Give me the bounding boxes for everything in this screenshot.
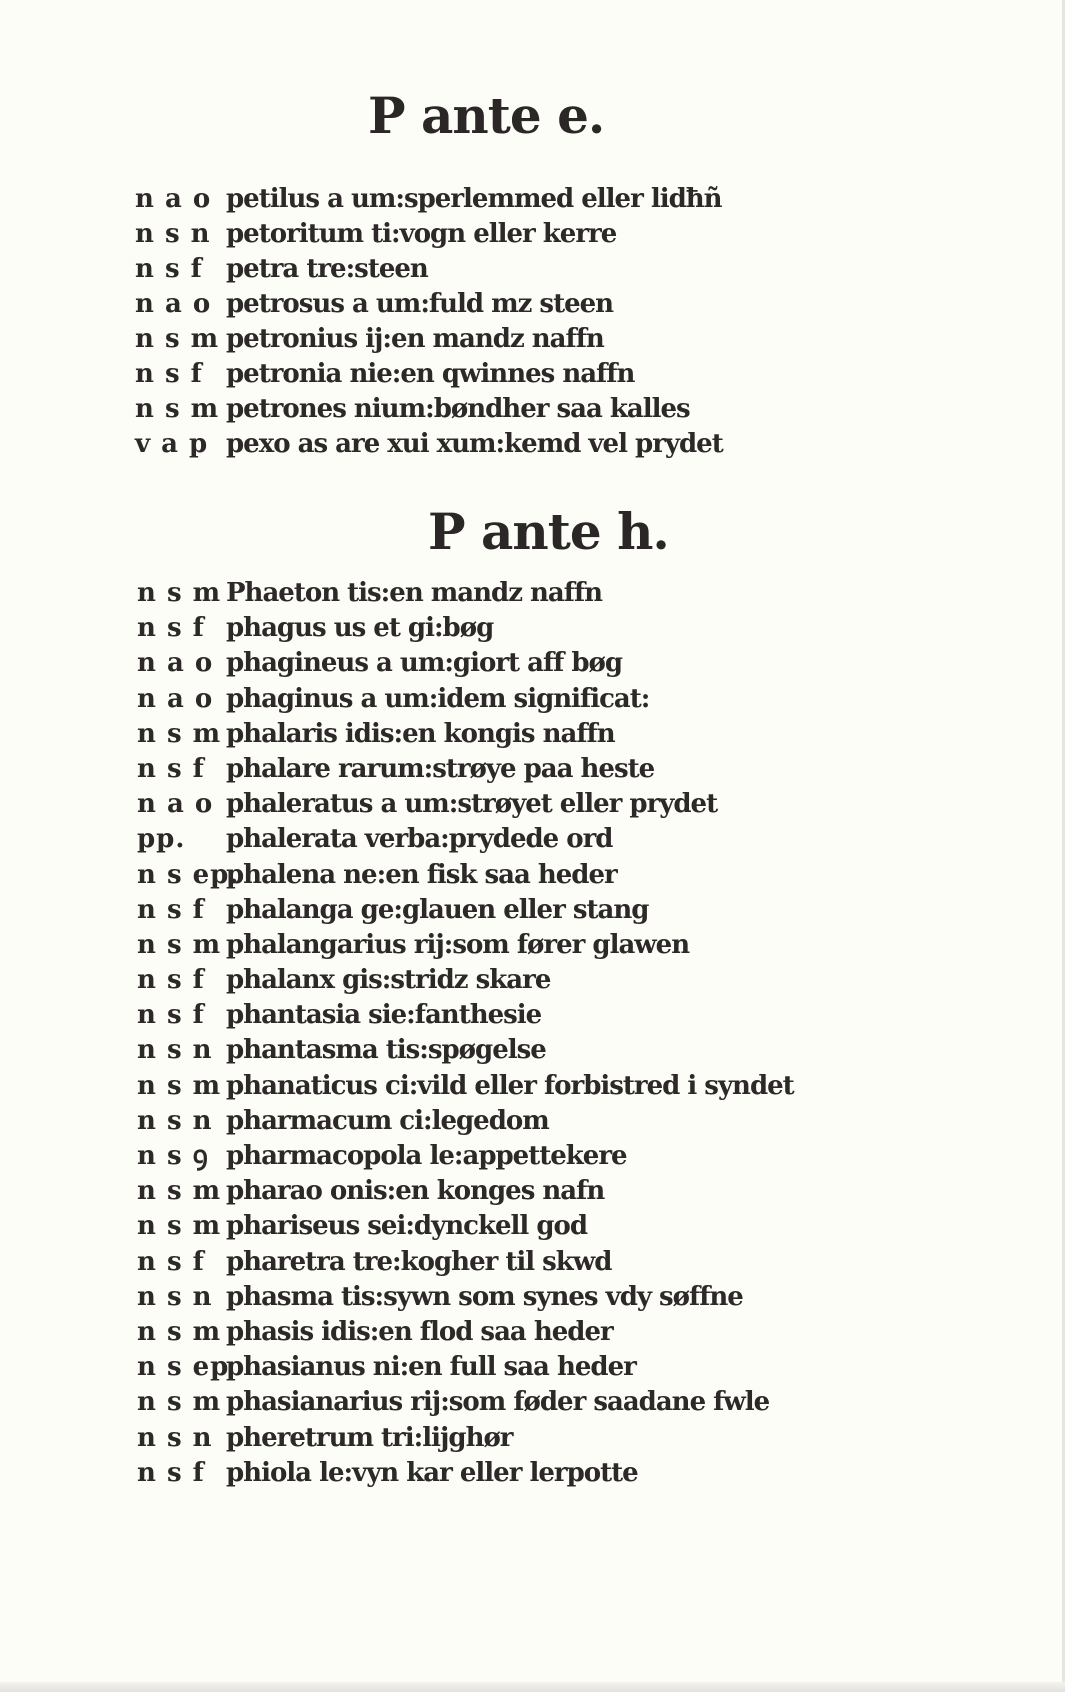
entry-text: pharao onis:en konges nafn xyxy=(226,1176,605,1207)
grammar-code: n s n xyxy=(137,1105,213,1136)
entry-text: phasianarius rij:som føder saadane fwle xyxy=(226,1387,770,1418)
section-heading: P ante e. xyxy=(368,86,605,145)
entry-text: phalaris idis:en kongis naffn xyxy=(226,718,615,749)
grammar-code: n s f xyxy=(135,359,203,389)
entry-text: phariseus sei:dynckell god xyxy=(226,1211,588,1242)
entry-text: pharmacum ci:legedom xyxy=(226,1105,549,1136)
grammar-code: n s m xyxy=(137,718,222,749)
grammar-code: pp. xyxy=(137,824,186,855)
grammar-code: n s f xyxy=(137,613,205,644)
entry-text: phasianus ni:en full saa heder xyxy=(226,1352,636,1383)
grammar-code: n s n xyxy=(137,1035,213,1066)
grammar-code: n s m xyxy=(135,324,220,354)
grammar-code: n s m xyxy=(137,1211,222,1242)
grammar-code: n s m xyxy=(137,578,222,608)
grammar-code: n s n xyxy=(137,1281,213,1312)
entry-text: phaginus a um:idem significat: xyxy=(226,683,650,714)
entry-text: petronius ij:en mandz naffn xyxy=(226,324,604,354)
grammar-code: n s f xyxy=(137,1000,205,1031)
grammar-code: n s f xyxy=(137,1246,205,1277)
entry-text: petrosus a um:fuld mz steen xyxy=(226,289,614,319)
grammar-code: n s ep. xyxy=(137,859,240,890)
entry-text: pharmacopola le:appettekere xyxy=(226,1141,627,1171)
section-heading: P ante h. xyxy=(428,502,669,561)
grammar-code: n a o xyxy=(137,683,214,714)
entry-text: phalerata verba:prydede ord xyxy=(226,824,613,855)
entry-text: phalena ne:en fisk saa heder xyxy=(226,859,617,890)
entry-text: phasis idis:en flod saa heder xyxy=(226,1316,613,1347)
grammar-code: n s f xyxy=(137,965,205,996)
page-edge xyxy=(0,1682,1065,1692)
entry-text: phasma tis:sywn som synes vdy søffne xyxy=(226,1281,743,1312)
grammar-code: n a o xyxy=(137,648,214,679)
entry-text: phalanga ge:glauen eller stang xyxy=(226,894,649,925)
grammar-code: n s f xyxy=(137,894,205,925)
entry-text: phagus us et gi:bøg xyxy=(226,613,494,644)
entry-text: pheretrum tri:lijghør xyxy=(226,1422,513,1453)
grammar-code: n s ep xyxy=(137,1352,230,1383)
grammar-code: n s m xyxy=(135,394,220,424)
entry-text: phantasia sie:fanthesie xyxy=(226,1000,542,1031)
grammar-code: n s m xyxy=(137,1176,222,1207)
entry-text: petronia nie:en qwinnes naffn xyxy=(226,359,635,389)
entry-text: Phaeton tis:en mandz naffn xyxy=(226,578,603,608)
grammar-code: n a o xyxy=(135,184,212,214)
grammar-code: n s n xyxy=(137,1422,213,1453)
entry-text: phantasma tis:spøgelse xyxy=(226,1035,546,1066)
entry-text: petra tre:steen xyxy=(226,254,428,284)
entry-text: phagineus a um:giort aff bøg xyxy=(226,648,623,679)
grammar-code: n s f xyxy=(137,753,205,784)
entry-text: phalangarius rij:som fører glawen xyxy=(226,929,690,960)
entry-text: phanaticus ci:vild eller forbistred i syndet xyxy=(226,1070,794,1101)
entry-text: phalanx gis:stridz skare xyxy=(226,965,551,996)
entry-text: petrones nium:bøndher saa kalles xyxy=(226,394,690,424)
entry-text: phalare rarum:strøye paa heste xyxy=(226,753,655,784)
grammar-code: n a o xyxy=(137,789,214,820)
grammar-code: n s m xyxy=(137,1387,222,1418)
entry-text: pharetra tre:kogher til skwd xyxy=(226,1246,612,1277)
grammar-code: n a o xyxy=(135,289,212,319)
grammar-code: n s m xyxy=(137,1316,222,1347)
entry-text: phaleratus a um:strøyet eller prydet xyxy=(226,789,718,820)
entry-text: petoritum ti:vogn eller kerre xyxy=(226,219,617,249)
grammar-code: n s f xyxy=(137,1457,205,1488)
entry-text: phiola le:vyn kar eller lerpotte xyxy=(226,1457,638,1488)
grammar-code: n s m xyxy=(137,929,222,960)
grammar-code: v a p xyxy=(135,429,209,459)
grammar-code: n s f xyxy=(135,254,203,284)
grammar-code: n s ꝯ xyxy=(137,1141,209,1171)
grammar-code: n s n xyxy=(135,219,211,249)
grammar-code: n s m xyxy=(137,1070,222,1101)
entry-text: petilus a um:sperlemmed eller lidħñ xyxy=(226,184,722,214)
entry-text: pexo as are xui xum:kemd vel prydet xyxy=(226,429,723,459)
